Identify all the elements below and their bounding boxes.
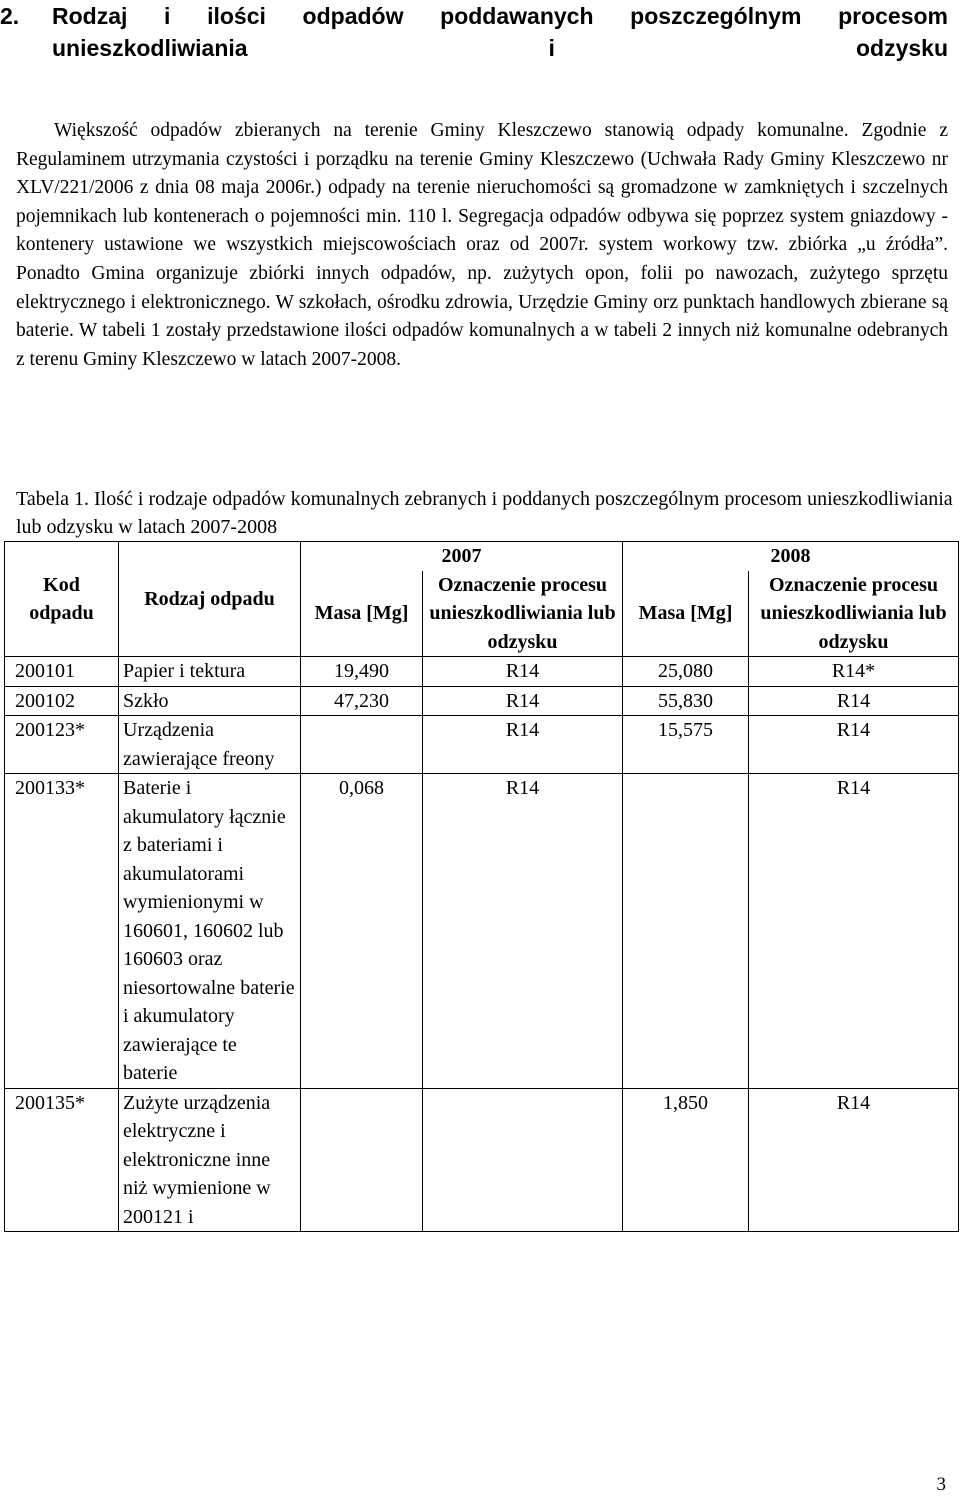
cell-process-2007 xyxy=(423,1088,623,1232)
cell-mass-2008 xyxy=(623,774,749,1089)
cell-mass-2007 xyxy=(301,716,423,774)
header-mass-2008: Masa [Mg] xyxy=(623,571,749,657)
waste-table xyxy=(4,541,959,1232)
cell-type: Urządzenia zawierające freony xyxy=(119,716,301,774)
header-year-2008: 2008 xyxy=(623,542,959,571)
page-number: 3 xyxy=(936,1474,946,1495)
cell-process-2007: R14 xyxy=(423,686,623,716)
cell-code: 200135* xyxy=(5,1088,119,1232)
body-paragraph: Większość odpadów zbieranych na terenie Gminy Kleszczewo stanowią odpady komunalne. Zgodnie z Regulaminem utrzymania czystości i porządku na terenie Gminy Kleszczewo (Uchwała Rady Gminy Kleszczewo nr XLV/221/2006 z dnia 08 maja 2006r.) odpady na terenie nieruchomości są gromadzone w zamkniętych i szczelnych pojemnikach lub kontenerach o pojemności min. 110 l. Segregacja odpadów odbywa się poprzez system gniazdowy - kontenery ustawione we wszystkich miejscowościach oraz od 2007r. system workowy tzw. zbiórka „u źródła”. Ponadto Gmina organizuje zbiórki innych odpadów, np. zużytych opon, folii po nawozach, zużytego sprzętu elektrycznego i elektronicznego. W szkołach, ośrodku zdrowia, Urzędzie Gminy orz punktach handlowych zbierane są baterie. W tabeli 1 zostały przedstawione ilości odpadów komunalnych a w tabeli 2 innych niż komunalne odebranych z terenu Gminy Kleszczewo w latach 2007-2008. xyxy=(16,120,948,370)
header-mass-2007: Masa [Mg] xyxy=(301,571,423,657)
header-process-2007: Oznaczenie procesu unieszkodliwiania lub odzysku xyxy=(423,571,623,657)
cell-process-2007: R14 xyxy=(423,716,623,774)
cell-mass-2008: 1,850 xyxy=(623,1088,749,1232)
cell-mass-2007: 19,490 xyxy=(301,657,423,687)
cell-mass-2008: 55,830 xyxy=(623,686,749,716)
cell-mass-2007: 47,230 xyxy=(301,686,423,716)
cell-mass-2007 xyxy=(301,1088,423,1232)
table-row xyxy=(5,774,959,1089)
cell-process-2008: R14* xyxy=(749,657,959,687)
section-number: 2. xyxy=(0,3,20,29)
cell-process-2008: R14 xyxy=(749,774,959,1089)
header-code: Kod odpadu xyxy=(5,542,119,657)
cell-process-2008: R14 xyxy=(749,686,959,716)
cell-type: Szkło xyxy=(119,686,301,716)
header-year-2007: 2007 xyxy=(301,542,623,571)
table-caption: Tabela 1. Ilość i rodzaje odpadów komunalnych zebranych i poddanych poszczególnym procesom unieszkodliwiania lub odzysku w latach 2007-2008 xyxy=(16,488,953,538)
header-type: Rodzaj odpadu xyxy=(119,542,301,657)
table-row xyxy=(5,1088,959,1232)
cell-code: 200123* xyxy=(5,716,119,774)
cell-type: Baterie i akumulatory łącznie z bateriami i akumulatorami wymienionymi w 160601, 160602 lub 160603 oraz niesortowalne baterie i akumulatory zawierające te baterie xyxy=(119,774,301,1089)
cell-code: 200133* xyxy=(5,774,119,1089)
cell-mass-2007: 0,068 xyxy=(301,774,423,1089)
table-row xyxy=(5,716,959,774)
cell-type: Papier i tektura xyxy=(119,657,301,687)
table-row xyxy=(5,686,959,716)
table-row xyxy=(5,657,959,687)
cell-mass-2008: 25,080 xyxy=(623,657,749,687)
cell-code: 200101 xyxy=(5,657,119,687)
cell-mass-2008: 15,575 xyxy=(623,716,749,774)
cell-process-2008: R14 xyxy=(749,716,959,774)
year-header-row xyxy=(5,542,959,571)
cell-process-2007: R14 xyxy=(423,657,623,687)
cell-process-2008: R14 xyxy=(749,1088,959,1232)
header-process-2008: Oznaczenie procesu unieszkodliwiania lub odzysku xyxy=(749,571,959,657)
section-title: Rodzaj i ilości odpadów poddawanych poszczególnym procesom unieszkodliwiania i odzysku xyxy=(52,3,948,61)
cell-code: 200102 xyxy=(5,686,119,716)
cell-process-2007: R14 xyxy=(423,774,623,1089)
cell-type: Zużyte urządzenia elektryczne i elektroniczne inne niż wymienione w 200121 i xyxy=(119,1088,301,1232)
